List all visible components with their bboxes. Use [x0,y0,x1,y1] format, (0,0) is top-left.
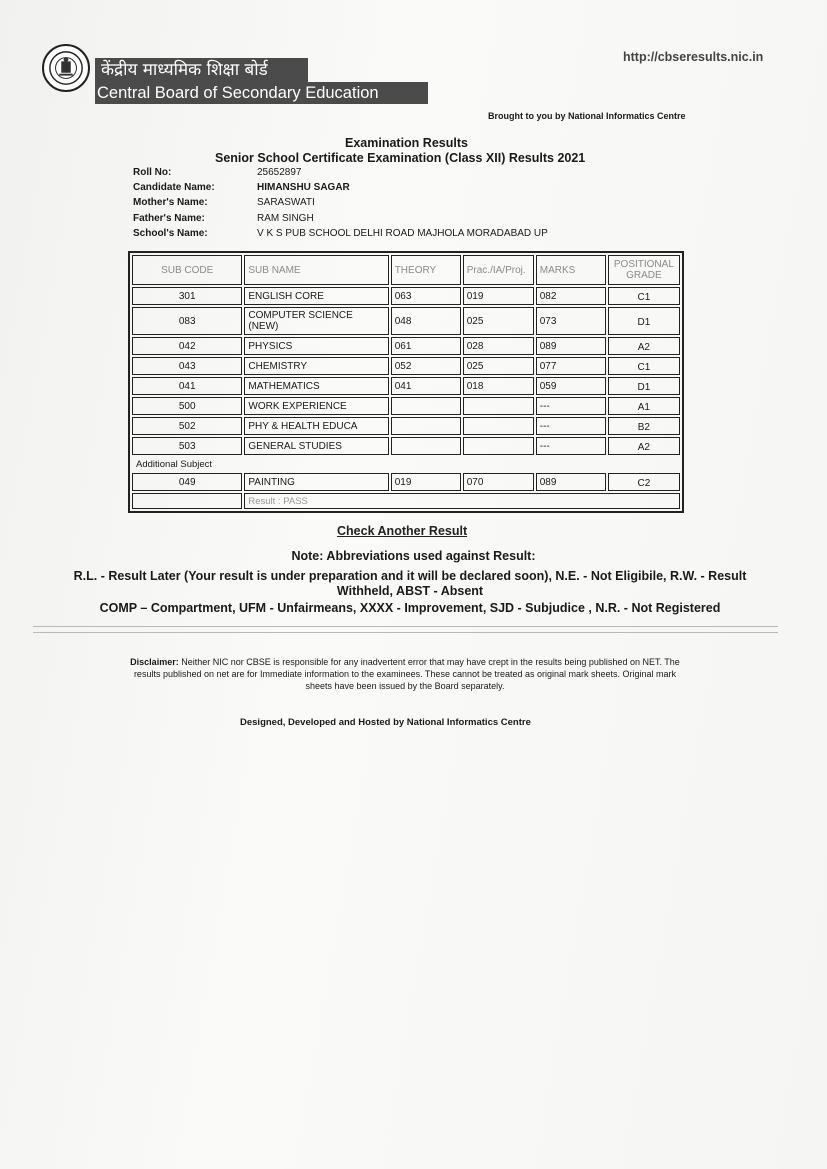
theory-marks [391,437,461,455]
prac-marks: 070 [463,473,534,491]
results-table [128,251,684,513]
total-marks: 089 [536,473,606,491]
grade: D1 [608,377,680,395]
candidate-name-row [133,180,548,195]
additional-subject-label: Additional Subject [136,458,213,470]
father-name-label: Father's Name: [133,212,205,224]
sub-code: 042 [132,337,242,355]
sub-name: MATHEMATICS [244,377,388,395]
total-marks: 059 [536,377,606,395]
brought-by-text: Brought to you by National Informatics Centre [488,111,686,121]
exam-heading: Examination Results [345,136,468,150]
header-theory: THEORY [391,255,461,285]
sub-code: 500 [132,397,242,415]
father-name-value: RAM SINGH [257,212,314,224]
sub-name: GENERAL STUDIES [244,437,388,455]
prac-marks: 018 [463,377,534,395]
father-name-row [133,211,548,226]
theory-marks: 052 [391,357,461,375]
sub-name: COMPUTER SCIENCE (NEW) [244,307,388,335]
header-grade [608,255,680,285]
exam-subheading: Senior School Certificate Examination (Class XII) Results 2021 [215,151,586,165]
prac-marks [463,397,534,415]
check-another-result-link[interactable]: Check Another Result [337,524,468,538]
grade: C1 [608,357,680,375]
theory-marks [391,397,461,415]
header-grade-line1: POSITIONAL [613,259,674,270]
divider [33,626,778,627]
grade: C1 [608,287,680,305]
sub-name: CHEMISTRY [244,357,388,375]
candidate-name-label: Candidate Name: [133,182,215,194]
result-status: Result : PASS [244,493,680,509]
header-sub-name: SUB NAME [244,255,388,285]
table-row [132,473,680,491]
table-row [132,307,680,335]
prac-marks: 019 [463,287,534,305]
roll-label: Roll No: [133,167,172,179]
notes-line-3: COMP – Compartment, UFM - Unfairmeans, XXXX - Improvement, SJD - Subjudice , N.R. - Not Registered [99,601,721,615]
result-spacer [132,493,242,509]
mother-name-label: Mother's Name: [133,197,208,209]
sub-code: 503 [132,437,242,455]
prac-marks: 028 [463,337,534,355]
sub-name: PAINTING [244,473,388,491]
additional-subject-header-row [132,457,680,471]
header-prac: Prac./IA/Proj. [463,255,534,285]
grade: C2 [608,473,680,491]
sub-name: ENGLISH CORE [244,287,388,305]
header-grade-line2: GRADE [626,270,662,281]
sub-name: PHY & HEALTH EDUCA [244,417,388,435]
header-sub-code: SUB CODE [132,255,242,285]
sub-code: 049 [132,473,242,491]
sub-code: 043 [132,357,242,375]
disclaimer-text: Neither NIC nor CBSE is responsible for any inadvertent error that may have crept in the results being published on NET. The results published on net are for Immediate information to the examinees. These cannot be treated as original mark sheets. Original mark sheets have been issued by the Board separately. [133,657,680,691]
school-name-row [133,226,548,241]
total-marks: 082 [536,287,606,305]
divider [33,632,778,633]
notes-title: Note: Abbreviations used against Result: [291,549,536,563]
sub-name: PHYSICS [244,337,388,355]
theory-marks: 048 [391,307,461,335]
grade: A2 [608,437,680,455]
theory-marks [391,417,461,435]
theory-marks: 019 [391,473,461,491]
sub-code: 041 [132,377,242,395]
mother-name-row [133,195,548,210]
designed-by-text: Designed, Developed and Hosted by National Informatics Centre [240,717,531,728]
cbse-emblem-icon [42,44,90,92]
mother-name-value: SARASWATI [257,197,315,209]
theory-marks: 063 [391,287,461,305]
school-name-label: School's Name: [133,227,208,239]
prac-marks [463,417,534,435]
table-row [132,417,680,435]
table-row [132,397,680,415]
total-marks: 073 [536,307,606,335]
prac-marks: 025 [463,357,534,375]
disclaimer-label: Disclaimer: [130,657,179,667]
total-marks: --- [536,437,606,455]
sub-code: 301 [132,287,242,305]
table-row [132,337,680,355]
school-name-value: V K S PUB SCHOOL DELHI ROAD MAJHOLA MORADABAD UP [257,227,548,239]
result-row [132,493,680,509]
notes-line-2: Withheld, ABST - Absent [336,584,484,598]
grade: A2 [608,337,680,355]
total-marks: --- [536,417,606,435]
table-header-row [132,255,680,285]
table-row [132,377,680,395]
theory-marks: 041 [391,377,461,395]
roll-value: 25652897 [257,167,302,179]
candidate-info [133,165,548,241]
table-row [132,287,680,305]
disclaimer [130,656,680,692]
total-marks: --- [536,397,606,415]
sub-code: 502 [132,417,242,435]
grade: A1 [608,397,680,415]
site-url[interactable]: http://cbseresults.nic.in [623,50,764,64]
board-english-title: Central Board of Secondary Education [95,82,428,104]
board-hindi-title: केंद्रीय माध्यमिक शिक्षा बोर्ड [95,58,308,82]
sub-name: WORK EXPERIENCE [244,397,388,415]
sub-code: 083 [132,307,242,335]
prac-marks: 025 [463,307,534,335]
notes-line-1: R.L. - Result Later (Your result is under preparation and it will be declared soon), N.E. - Not Eligibile, R.W. - Result [73,569,747,583]
total-marks: 089 [536,337,606,355]
table-row [132,437,680,455]
roll-row [133,165,548,180]
grade: B2 [608,417,680,435]
candidate-name-value: HIMANSHU SAGAR [257,182,350,194]
total-marks: 077 [536,357,606,375]
theory-marks: 061 [391,337,461,355]
header-marks: MARKS [536,255,606,285]
prac-marks [463,437,534,455]
table-row [132,357,680,375]
grade: D1 [608,307,680,335]
